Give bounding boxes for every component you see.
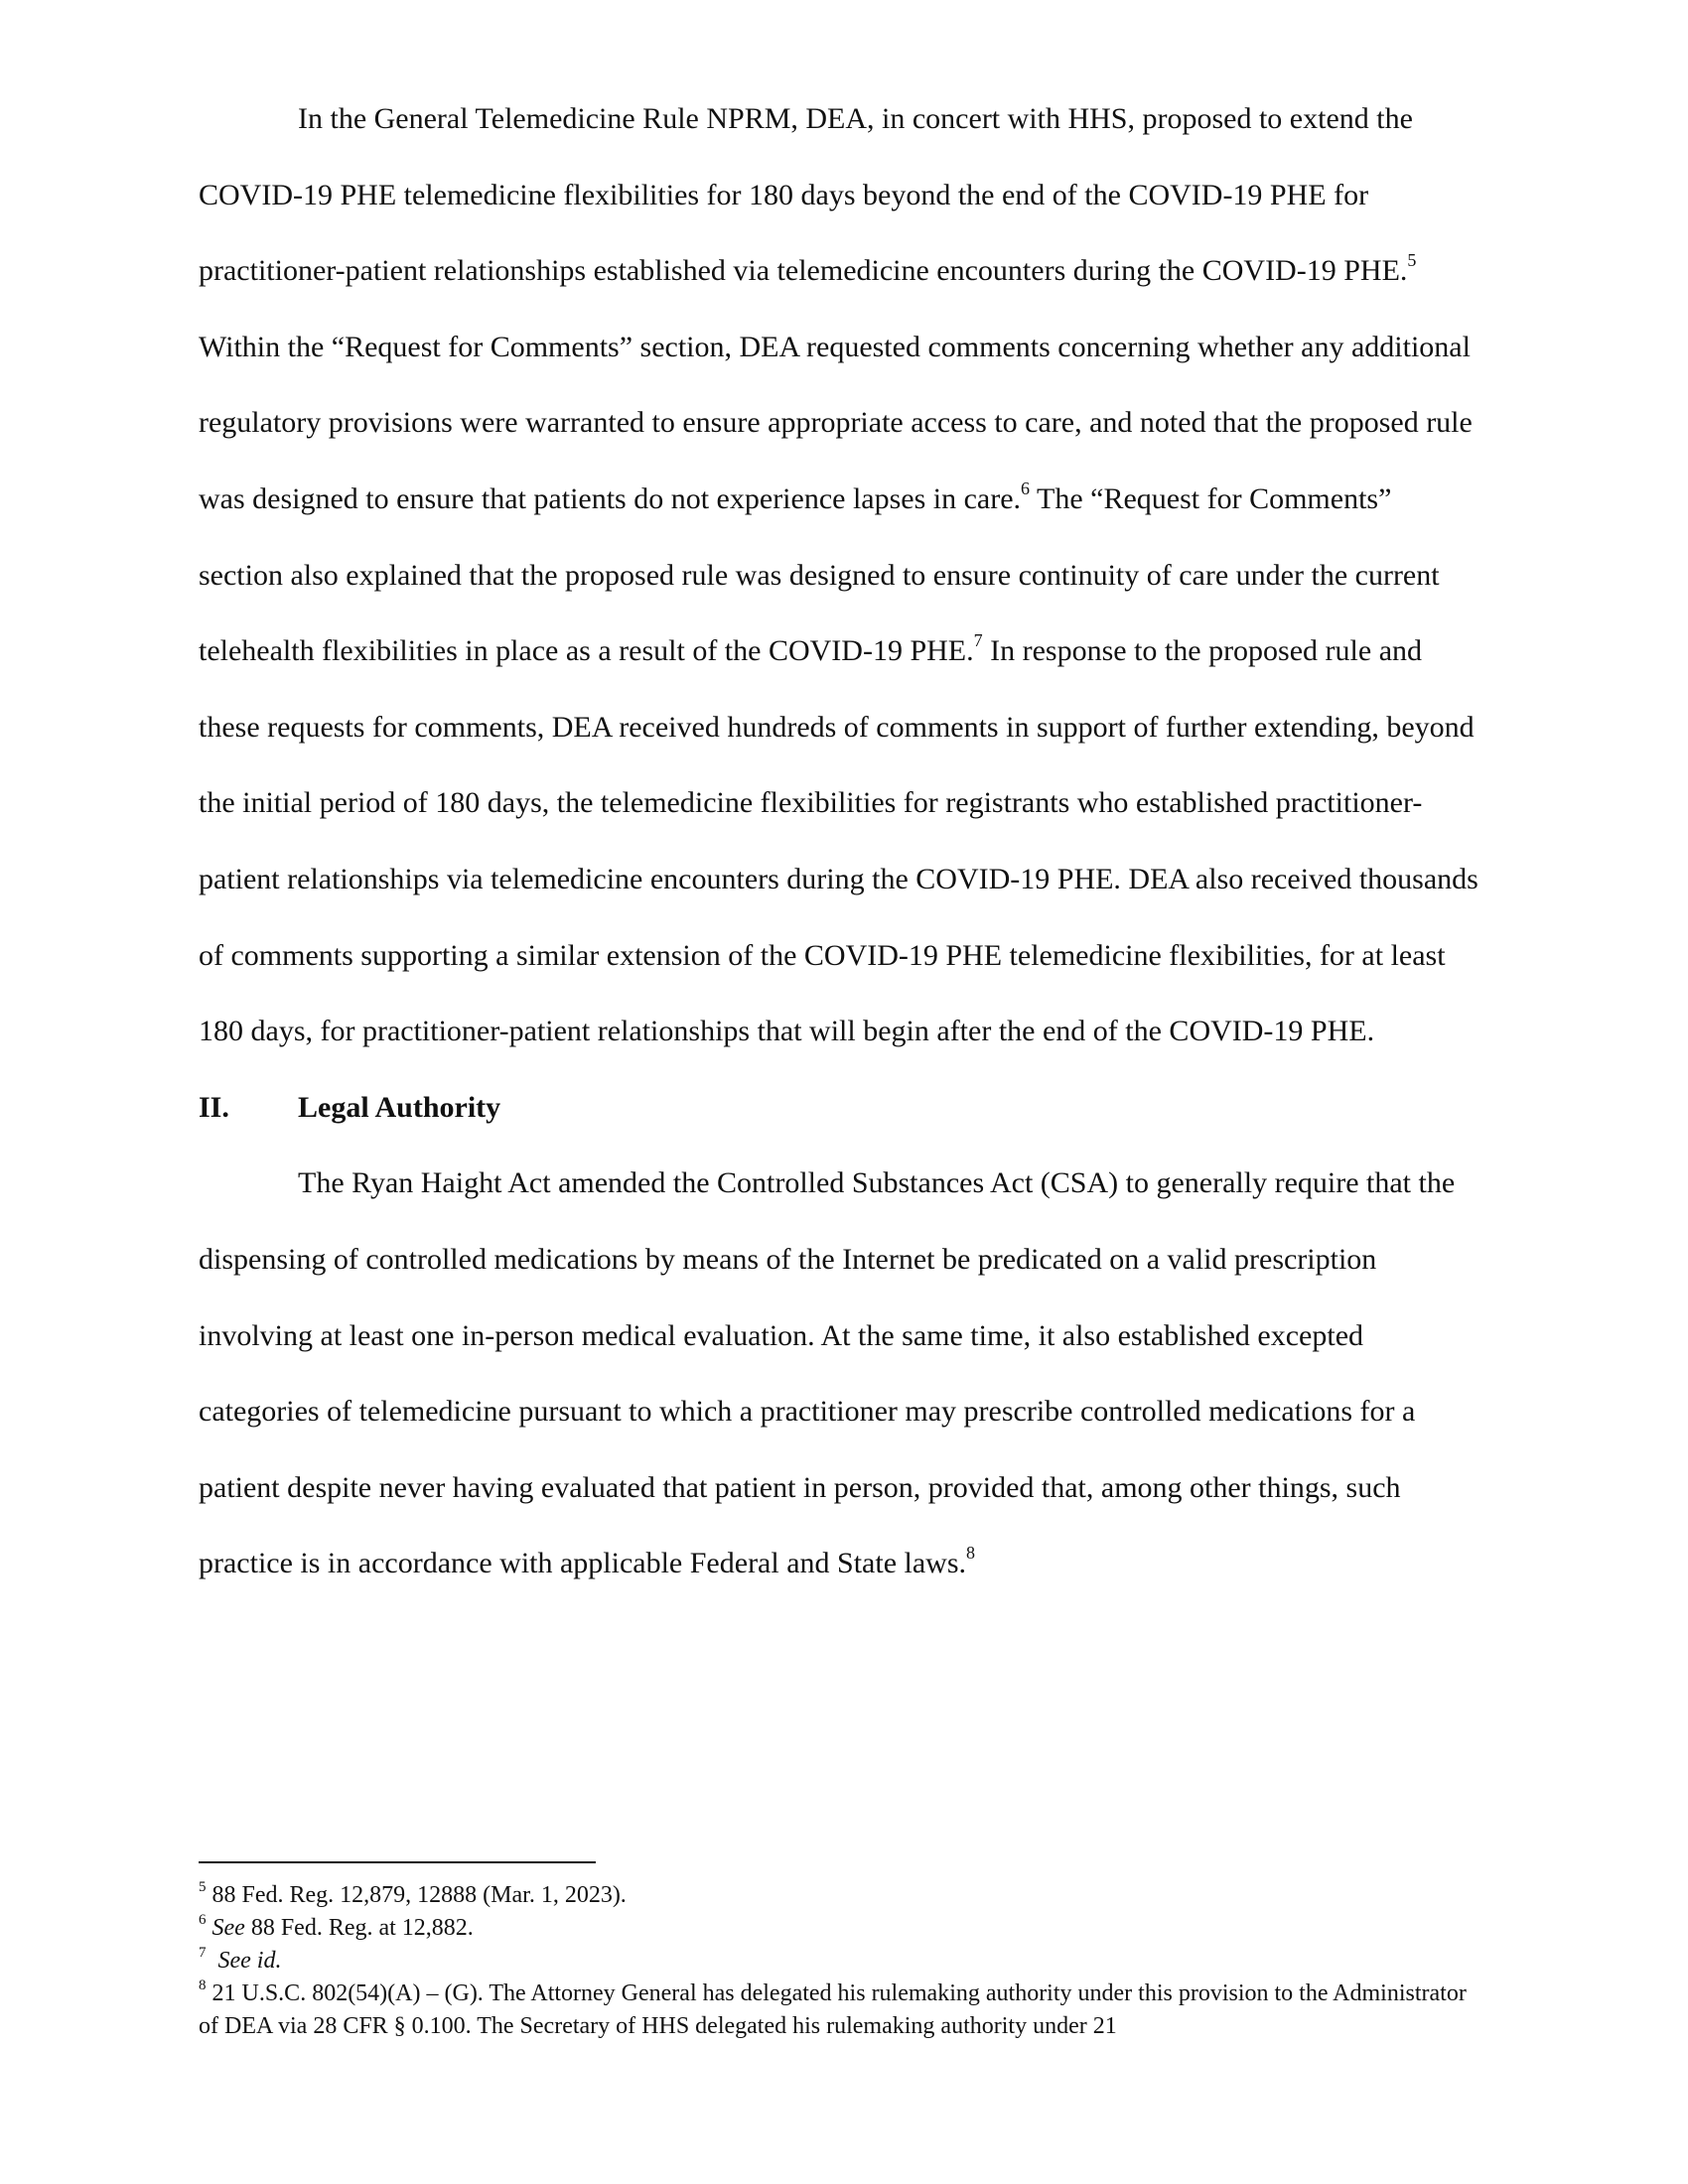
footnote-ref-6: 6 xyxy=(1021,478,1031,498)
footnote-7 xyxy=(199,1945,1489,1978)
footnote-number: 5 xyxy=(199,1879,207,1895)
footnote-5 xyxy=(199,1879,1489,1912)
footnote-ref-5: 5 xyxy=(1407,250,1417,271)
footnote-number: 8 xyxy=(199,1978,207,1993)
footnote-ref-8: 8 xyxy=(966,1543,975,1564)
footnote-text: 88 Fed. Reg. 12,879, 12888 (Mar. 1, 2023). xyxy=(206,1882,627,1908)
paragraph-1-text-a: In the General Telemedicine Rule NPRM, DEA, in concert with HHS, proposed to extend the COVID-19 PHE telemedicine flexibilities for 180 days beyond the end of the COVID-19 PHE for practitioner-patient relationships established via telemedicine encounters during the COVID-19 PHE. xyxy=(199,102,1413,288)
section-heading xyxy=(199,1070,1479,1147)
paragraph-2 xyxy=(199,1146,1479,1602)
paragraph-1-text-b: Within the “Request for Comments” section, DEA requested comments concerning whether any additional regulatory provisions were warranted to ensure appropriate access to care, and noted that the proposed rule was designed to ensure that patients do not experience lapses in care. xyxy=(199,330,1473,515)
footnote-text: 88 Fed. Reg. at 12,882. xyxy=(244,1915,474,1941)
footnote-signal: See id. xyxy=(217,1948,282,1974)
paragraph-2-text: The Ryan Haight Act amended the Controlled Substances Act (CSA) to generally require that the dispensing of controlled medications by means of the Internet be predicated on a valid prescription involving at least one in-person medical evaluation. At the same time, it also established excepted categories of telemedicine pursuant to which a practitioner may prescribe controlled medications for a patient despite never having evaluated that patient in person, provided that, among other things, such practice is in accordance with applicable Federal and State laws. xyxy=(199,1166,1456,1580)
footnote-signal: See xyxy=(211,1915,245,1941)
footnote-text: 21 U.S.C. 802(54)(A) – (G). The Attorney General has delegated his rulemaking authority under this provision to the Administrator of DEA via 28 CFR § 0.100. The Secretary of HHS delegated his rulemaking authority under 21 xyxy=(199,1980,1467,2039)
footnote-number: 6 xyxy=(199,1912,207,1928)
paragraph-1-text-d: In response to the proposed rule and these requests for comments, DEA received hundreds of comments in support of further extending, beyond the initial period of 180 days, the telemedicine flexibilities for registrants who established practitioner-patient relationships via telemedicine encounters during the COVID-19 PHE. DEA also received thousands of comments supporting a similar extension of the COVID-19 PHE telemedicine flexibilities, for at least 180 days, for practitioner-patient relationships that will begin after the end of the COVID-19 PHE. xyxy=(199,634,1478,1048)
footnote-6 xyxy=(199,1912,1489,1945)
footnotes xyxy=(199,1879,1489,2043)
footnote-8 xyxy=(199,1978,1489,2043)
footnote-number: 7 xyxy=(199,1945,207,1961)
body-text xyxy=(199,81,1479,1602)
section-title: Legal Authority xyxy=(298,1090,501,1124)
footnote-ref-7: 7 xyxy=(973,630,983,651)
paragraph-1 xyxy=(199,81,1479,1070)
section-number: II. xyxy=(199,1090,229,1124)
paragraph-1-text-c: The “Request for Comments” section also explained that the proposed rule was designed to ensure continuity of care under the current telehealth flexibilities in place as a result of the COVID-19 PHE. xyxy=(199,481,1440,668)
footnote-separator xyxy=(199,1861,596,1863)
